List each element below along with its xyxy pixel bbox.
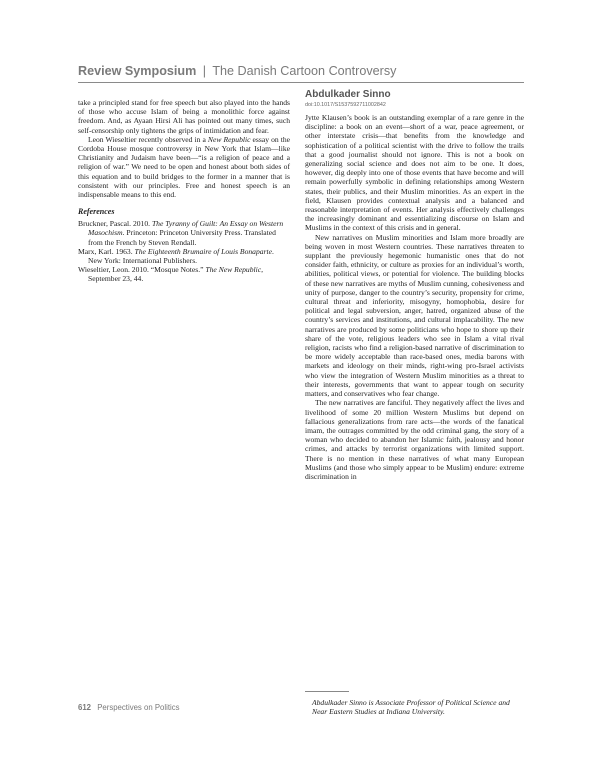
header-topic: The Danish Cartoon Controversy <box>212 64 397 78</box>
footnote-rule <box>305 691 349 692</box>
ref-author: Bruckner, Pascal. 2010. <box>78 219 152 229</box>
author-name: Abdulkader Sinno <box>305 89 391 100</box>
page-number: 612 <box>78 703 92 712</box>
ref-title: The New Republic <box>205 265 262 275</box>
header-rule <box>78 82 524 83</box>
author-footnote: Abdulkader Sinno is Associate Professor of Political Science and Near Eastern Studies at Indiana University. <box>312 698 510 717</box>
para2-publication: New Republic <box>207 134 251 144</box>
right-paragraph-2: New narratives on Muslim minorities and Islam more broadly are being woven in most Western countries. These narratives threaten to supplant the previously hegemonic humanistic ones that do not consider faith, ethnicity, or culture as proxies for an individual’s worth, abilities, political views, or potential for violence. The building blocks of these new narratives are myths of Muslim cunning, cohesiveness and unity of purpose, danger to the country’s security, propensity for crime, cultural threat and inferiority, misogyny, homophobia, desire for political and legal subversion, anger, hatred, organized abuse of the country’s services and institutions, and cultural implacability. The new narratives are produced by some politicians who hope to shore up their share of the vote, religious leaders who see in Islam a vital rival religion, racists who find a religion-based narrative of discrimination to be more widely acceptable than race-based ones, media barons with markets and ideology on their minds, right-wing pro-Israel activists who view the integration of Western Muslim minorities as a threat to their interests, governments that want to appear tough on security matters, and conservatives who fear change. <box>305 232 524 399</box>
reference-item <box>78 247 290 265</box>
left-paragraph-2 <box>78 135 290 199</box>
ref-details: , September 23, 44. <box>88 265 263 284</box>
ref-author: Marx, Karl. 1963. <box>78 246 135 256</box>
running-header <box>78 64 524 78</box>
left-column <box>78 98 290 284</box>
header-section: Review Symposium <box>78 64 197 78</box>
right-paragraph-1: Jytte Klausen’s book is an outstanding exemplar of a rare genre in the discipline: a book on an event—short of a war, peace agreement, or other interstate crisis—that benefits from the knowledge and sophistication of a political scientist with the drive to follow the trails that a good journalist should not ignore. This is not a book on generalizing social science and does not aim to be one. It does, however, dig deeply into one of those events that have become and will remain powerfully symbolic in defining relationships among Western states, their publics, and their Muslim minorities. As an expert in the field, Klausen provides contextual analysis and a balanced and reasonable interpretation of events. Her analysis effectively challenges the increasingly dominant and essentializing discourse on Islam and Muslims in the context of this crisis and in general. <box>305 113 524 233</box>
ref-author: Wieseltier, Leon. 2010. “Mosque Notes.” <box>78 265 206 275</box>
reference-item <box>78 265 290 283</box>
ref-title: The Tyranny of Guilt: An Essay on Western Masochism <box>88 219 284 238</box>
ref-title: The Eighteenth Brumaire of Louis Bonaparte <box>134 246 272 256</box>
references-heading: References <box>78 207 115 217</box>
para2-text-b: essay on the Cordoba House mosque controversy in New York that Islam—like Christianity and Judaism have been—“is a religion of peace and a religion of war.” We need to be open and honest about both sides of this equation and to build bridges to the former in a manner that is consistent with our principles. Free and honest speech is an indispensable means to this end. <box>78 134 291 200</box>
ref-details: . Princeton: Princeton University Press. Translated from the French by Steven Rendall. <box>88 228 276 247</box>
page-footer <box>78 703 180 712</box>
para2-text-a: Leon Wieseltier recently observed in a <box>88 134 208 144</box>
right-column <box>305 88 524 481</box>
ref-details: . New York: International Publishers. <box>88 246 274 266</box>
journal-name: Perspectives on Politics <box>97 703 180 712</box>
left-paragraph-1: take a principled stand for free speech but also played into the hands of those who accuse Islam of being a monolithic force against freedom. And, as Ayaan Hirsi Ali has pointed out many times, such self-censorship only tightens the grips of intimidation and fear. <box>78 98 290 135</box>
reference-item <box>78 219 290 247</box>
right-paragraph-3: The new narratives are fanciful. They negatively affect the lives and livelihood of some 20 million Western Muslims but depend on fallacious generalizations from rare acts—the words of the fanatical imam, the outrages committed by the odd criminal gang, the story of a woman who decided to abandon her Islamic faith, jealousy and honor crimes, and attacks by terrorist organizations with limited support. There is no mention in these narratives of what many European Muslims (and those who simply appear to be Muslim) endure: extreme discrimination in <box>305 398 524 481</box>
doi-link[interactable]: doi:10.1017/S1537592711002842 <box>305 102 386 108</box>
header-separator: | <box>202 64 207 78</box>
